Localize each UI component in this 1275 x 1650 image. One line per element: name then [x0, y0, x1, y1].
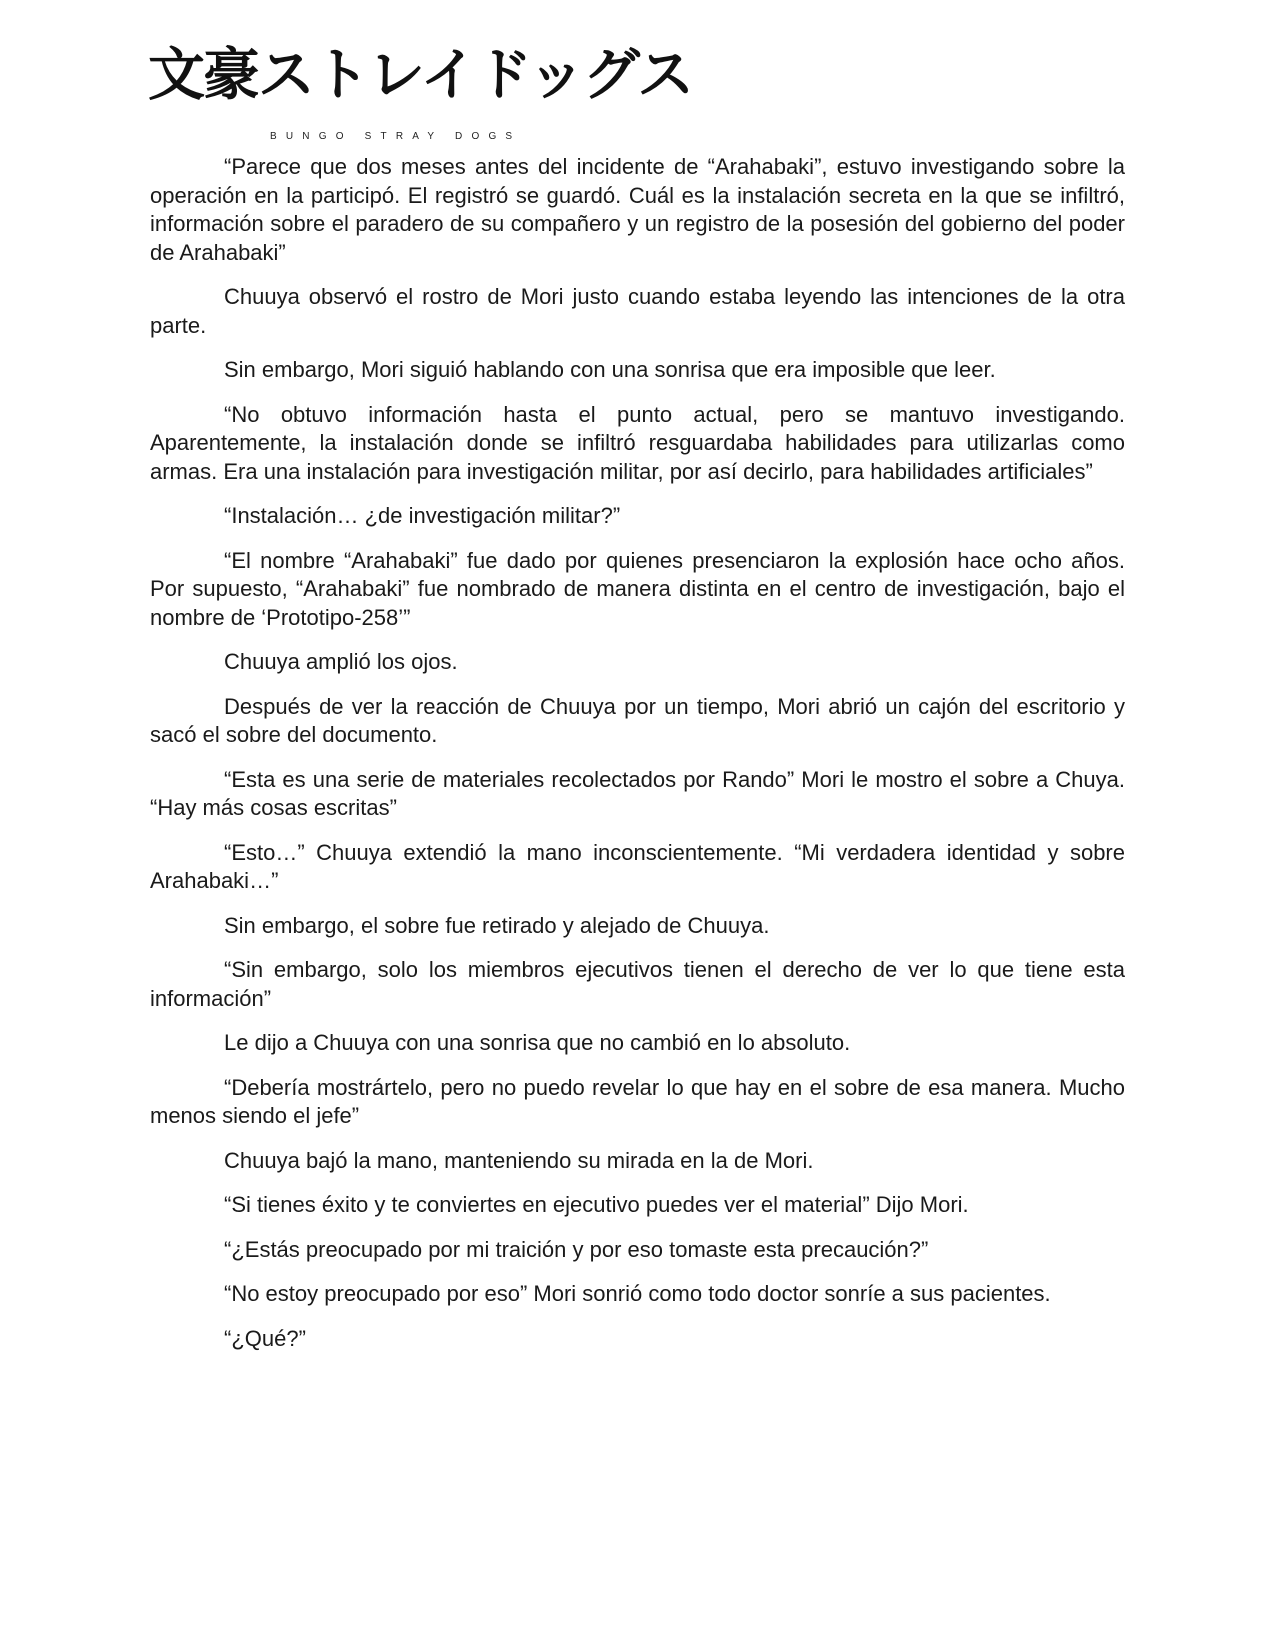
paragraph: Chuuya bajó la mano, manteniendo su mirada en la de Mori. [224, 1147, 814, 1173]
paragraph: “Esto…” Chuuya extendió la mano inconscientemente. “Mi verdadera identidad y sobre Arahabaki…” [150, 839, 1125, 893]
paragraph: “Debería mostrártelo, pero no puedo revelar lo que hay en el sobre de esa manera. Mucho menos siendo el jefe” [150, 1074, 1125, 1128]
paragraph: “El nombre “Arahabaki” fue dado por quienes presenciaron la explosión hace ocho años. Por supuesto, “Arahabaki” fue nombrado de manera distinta en el centro de investigación, bajo el nombre de ‘Prototipo-258’” [150, 547, 1125, 630]
page-header [148, 40, 693, 142]
paragraph: Le dijo a Chuuya con una sonrisa que no cambió en lo absoluto. [224, 1030, 851, 1055]
paragraph: “Instalación… ¿de investigación militar?” [224, 503, 621, 528]
paragraph: “Si tienes éxito y te conviertes en ejecutivo puedes ver el material” Dijo Mori. [224, 1192, 969, 1217]
paragraph: “¿Qué?” [224, 1325, 306, 1351]
logo-title-japanese: 文豪ストレイドッグス [148, 41, 693, 108]
paragraph: Después de ver la reacción de Chuuya por un tiempo, Mori abrió un cajón del escritorio y sacó el sobre del documento. [150, 693, 1125, 747]
logo-subtitle-english: BUNGO STRAY DOGS [270, 131, 522, 142]
document-body [150, 153, 1125, 1369]
paragraph: “Parece que dos meses antes del incidente de “Arahabaki”, estuvo investigando sobre la operación en la participó. El registró se guardó. Cuál es la instalación secreta en la que se infiltró, información sobre el paradero de su compañero y un registro de la posesión del gobierno del poder de Arahabaki” [150, 154, 1125, 265]
paragraph: “No obtuvo información hasta el punto actual, pero se mantuvo investigando. Aparentemente, la instalación donde se infiltró resguardaba habilidades para utilizarlas como armas. Era una instalación para investigación militar, por así decirlo, para habilidades artificiales” [150, 401, 1125, 484]
paragraph: “Sin embargo, solo los miembros ejecutivos tienen el derecho de ver lo que tiene esta información” [150, 957, 1125, 1011]
paragraph: “No estoy preocupado por eso” Mori sonrió como todo doctor sonríe a sus pacientes. [224, 1281, 1051, 1306]
paragraph: Sin embargo, el sobre fue retirado y alejado de Chuuya. [224, 912, 770, 938]
paragraph: Sin embargo, Mori siguió hablando con una sonrisa que era imposible que leer. [224, 357, 996, 382]
paragraph: “Esta es una serie de materiales recolectados por Rando” Mori le mostro el sobre a Chuya. “Hay más cosas escritas” [150, 766, 1125, 820]
paragraph: “¿Estás preocupado por mi traición y por eso tomaste esta precaución?” [224, 1236, 929, 1262]
paragraph: Chuuya amplió los ojos. [224, 649, 458, 674]
paragraph: Chuuya observó el rostro de Mori justo cuando estaba leyendo las intenciones de la otra parte. [150, 284, 1125, 338]
